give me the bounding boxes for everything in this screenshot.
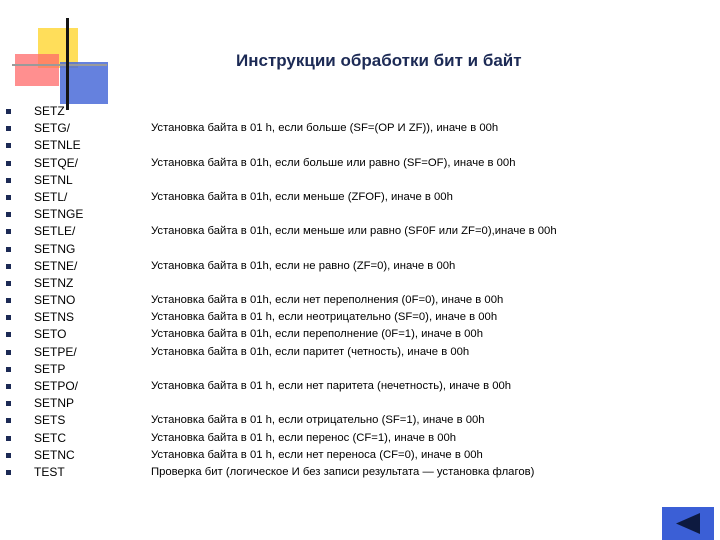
bullet-icon — [6, 126, 11, 131]
instruction-mnemonic: SETP — [34, 361, 66, 376]
list-item — [0, 395, 720, 412]
instruction-description: Установка байта в 01h, если переполнение (0F=1), иначе в 00h — [151, 328, 483, 341]
instruction-mnemonic: SETL/ — [34, 189, 68, 204]
instruction-mnemonic: SETS — [34, 413, 66, 428]
list-item — [0, 412, 720, 429]
instruction-mnemonic: SETNC — [34, 447, 75, 462]
instruction-mnemonic: SETPE/ — [34, 344, 77, 359]
instruction-list — [0, 103, 720, 481]
list-item — [0, 120, 720, 137]
list-item — [0, 103, 720, 120]
bullet-icon — [6, 367, 11, 372]
decor-red-square — [15, 54, 59, 86]
instruction-description: Установка байта в 01h, если больше или равно (SF=OF), иначе в 00h — [151, 156, 516, 169]
list-item — [0, 241, 720, 258]
instruction-mnemonic: SETLE/ — [34, 224, 76, 239]
instruction-mnemonic: SETPO/ — [34, 379, 79, 393]
slide-title: Инструкции обработки бит и байт — [236, 51, 522, 70]
bullet-icon — [6, 401, 11, 406]
bullet-icon — [6, 298, 11, 303]
list-item — [0, 309, 720, 326]
list-item — [0, 206, 720, 223]
bullet-icon — [6, 418, 11, 423]
instruction-mnemonic: SETG/ — [34, 121, 71, 136]
bullet-icon — [6, 195, 11, 200]
bullet-icon — [6, 178, 11, 183]
instruction-description: Установка байта в 01h, если меньше или равно (SF0F или ZF=0),иначе в 00h — [151, 225, 557, 238]
list-item — [0, 344, 720, 361]
instruction-mnemonic: SETNG — [34, 241, 76, 256]
bullet-icon — [6, 212, 11, 217]
instruction-description: Установка байта в 01 h, если нет паритета (нечетность), иначе в 00h — [151, 380, 512, 392]
instruction-mnemonic: SETC — [34, 430, 67, 445]
instruction-mnemonic: SETNS — [34, 310, 75, 325]
instruction-mnemonic: SETNE/ — [34, 258, 78, 273]
decor-horizontal-line — [12, 64, 107, 66]
instruction-mnemonic: SETNGE — [34, 207, 84, 222]
instruction-mnemonic: SETNP — [34, 396, 75, 411]
list-item — [0, 292, 720, 309]
list-item — [0, 430, 720, 447]
list-item — [0, 189, 720, 206]
list-item — [0, 258, 720, 275]
decor-vertical-line — [66, 18, 69, 110]
bullet-icon — [6, 247, 11, 252]
list-item — [0, 378, 720, 395]
instruction-description: Установка байта в 01h, если нет переполнения (0F=0), иначе в 00h — [151, 294, 504, 307]
instruction-description: Установка байта в 01 h, если неотрицательно (SF=0), иначе в 00h — [151, 311, 498, 324]
play-back-icon — [662, 507, 714, 540]
instruction-description: Установка байта в 01 h, если отрицательно (SF=1), иначе в 00h — [151, 414, 485, 427]
bullet-icon — [6, 281, 11, 286]
bullet-icon — [6, 470, 11, 475]
list-item — [0, 447, 720, 464]
instruction-mnemonic: TEST — [34, 464, 65, 479]
bullet-icon — [6, 384, 11, 389]
instruction-mnemonic: SETNL — [34, 172, 73, 187]
bullet-icon — [6, 453, 11, 458]
instruction-description: Установка байта в 01 h, если нет переноса (CF=0), иначе в 00h — [151, 448, 483, 461]
instruction-description: Установка байта в 01h, если не равно (ZF=0), иначе в 00h — [151, 259, 456, 272]
instruction-description: Проверка бит (логическое И без записи результата — установка флагов) — [151, 465, 535, 478]
bullet-icon — [6, 143, 11, 148]
bullet-icon — [6, 161, 11, 166]
instruction-description: Установка байта в 01 h, если больше (SF=(OP И ZF)), иначе в 00h — [151, 122, 499, 135]
nav-back-button[interactable] — [662, 507, 714, 540]
list-item — [0, 137, 720, 154]
bullet-icon — [6, 109, 11, 114]
instruction-mnemonic: SETZ — [34, 104, 65, 118]
list-item — [0, 464, 720, 481]
instruction-mnemonic: SETNLE — [34, 138, 81, 153]
bullet-icon — [6, 315, 11, 320]
list-item — [0, 155, 720, 172]
list-item — [0, 275, 720, 292]
bullet-icon — [6, 436, 11, 441]
instruction-mnemonic: SETNO — [34, 293, 76, 308]
bullet-icon — [6, 350, 11, 355]
list-item — [0, 326, 720, 343]
instruction-description: Установка байта в 01 h, если перенос (CF=1), иначе в 00h — [151, 431, 457, 444]
bullet-icon — [6, 229, 11, 234]
instruction-mnemonic: SETQE/ — [34, 155, 79, 170]
list-item — [0, 361, 720, 378]
bullet-icon — [6, 332, 11, 337]
bullet-icon — [6, 264, 11, 269]
list-item — [0, 223, 720, 240]
instruction-mnemonic: SETO — [34, 327, 67, 342]
list-item — [0, 172, 720, 189]
instruction-mnemonic: SETNZ — [34, 275, 74, 290]
instruction-description: Установка байта в 01h, если паритет (четность), иначе в 00h — [151, 345, 470, 358]
instruction-description: Установка байта в 01h, если меньше (ZFOF), иначе в 00h — [151, 190, 453, 203]
